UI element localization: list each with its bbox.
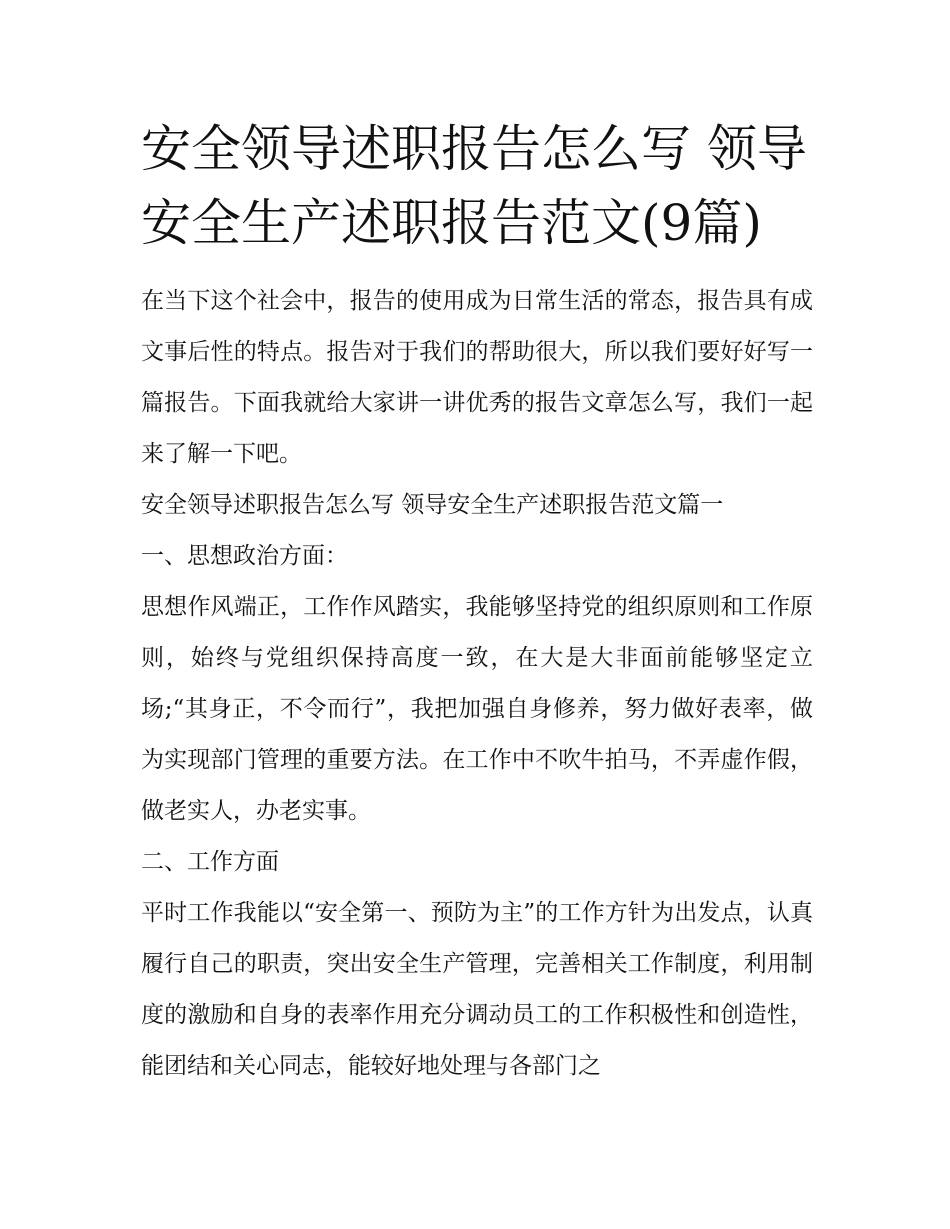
document-title: 安全领导述职报告怎么写 领导安全生产述职报告范文(9篇) (141, 120, 807, 252)
section-paragraph-2: 平时工作我能以“安全第一、预防为主”的工作方针为出发点，认真履行自己的职责，突出安全生产管理，完善相关工作制度，利用制度的激励和自身的表率作用充分调动员工的工作积极性和创造性，能团结和关心同志，能较好地处理与各部门之 (141, 900, 813, 1079)
document-page (141, 112, 813, 1092)
section-heading-2: 二、工作方面 (141, 849, 279, 875)
section-heading-1: 一、思想政治方面： (141, 543, 348, 569)
article-heading: 安全领导述职报告怎么写 领导安全生产述职报告范文篇一 (141, 492, 724, 518)
intro-paragraph: 在当下这个社会中，报告的使用成为日常生活的常态，报告具有成文事后性的特点。报告对于我们的帮助很大，所以我们要好好写一篇报告。下面我就给大家讲一讲优秀的报告文章怎么写，我们一起来了解一下吧。 (141, 288, 813, 467)
section-paragraph-1: 思想作风端正，工作作风踏实，我能够坚持党的组织原则和工作原则，始终与党组织保持高度一致，在大是大非面前能够坚定立场;“其身正，不令而行”，我把加强自身修养，努力做好表率，做为实现部门管理的重要方法。在工作中不吹牛拍马，不弄虚作假，做老实人，办老实事。 (141, 594, 813, 824)
